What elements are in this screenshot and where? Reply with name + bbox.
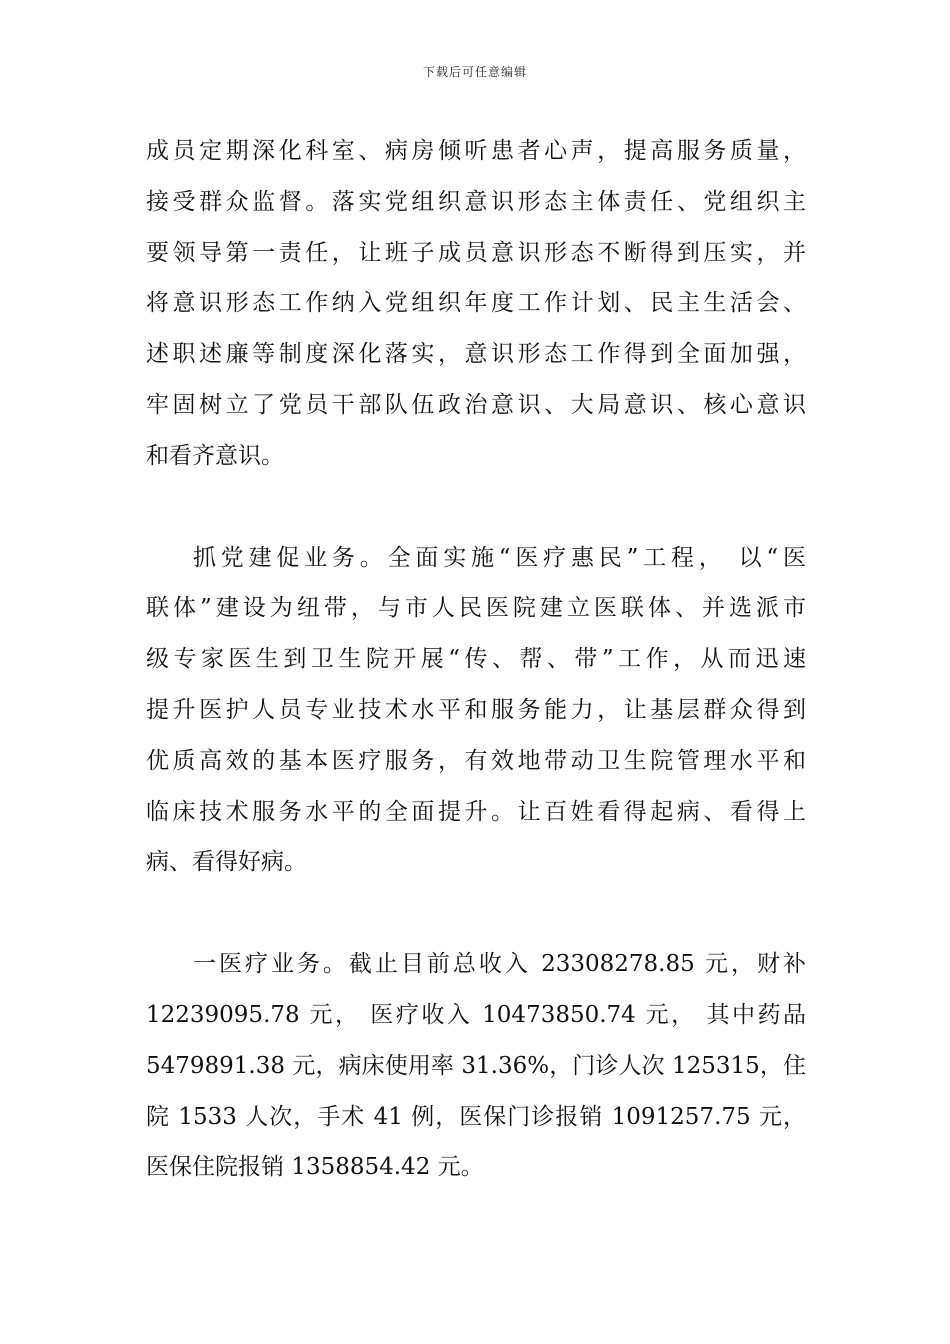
text-line: 牢固树立了党员干部队伍政治意识、大局意识、核心意识 xyxy=(146,391,806,418)
paragraph-spacer xyxy=(146,482,806,533)
document-body xyxy=(146,126,806,1193)
text-line: 优质高效的基本医疗服务，有效地带动卫生院管理水平和 xyxy=(146,747,806,774)
text-line: 联体”建设为纽带，与市人民医院建立医联体、并选派市 xyxy=(146,595,806,622)
text-line: 接受群众监督。落实党组织意识形态主体责任、党组织主 xyxy=(146,188,806,215)
text-line: 12239095.78 元， 医疗收入 10473850.74 元， 其中药品 xyxy=(146,1001,806,1028)
text-line: 级专家医生到卫生院开展“传、帮、带”工作，从而迅速 xyxy=(146,646,806,673)
text-line: 将意识形态工作纳入党组织年度工作计划、民主生活会、 xyxy=(146,290,806,317)
text-line: 一医疗业务。截止目前总收入 23308278.85 元，财补 xyxy=(193,951,806,978)
text-line: 医保住院报销 1358854.42 元。 xyxy=(146,1154,484,1181)
text-line: 提升医护人员专业技术水平和服务能力，让基层群众得到 xyxy=(146,696,806,723)
paragraph-spacer xyxy=(146,888,806,939)
page-header: 下载后可任意编辑 xyxy=(422,65,527,79)
paragraph-medical-business xyxy=(146,939,806,1193)
text-line: 述职述廉等制度深化落实，意识形态工作得到全面加强， xyxy=(146,341,806,368)
paragraph-party-building xyxy=(146,126,806,482)
paragraph-party-promotes-business xyxy=(146,533,806,889)
text-line: 抓党建促业务。全面实施“医疗惠民”工程， 以“医 xyxy=(193,544,806,571)
text-line: 成员定期深化科室、病房倾听患者心声，提高服务质量， xyxy=(146,138,806,164)
text-line: 和看齐意识。 xyxy=(146,442,284,469)
text-line: 要领导第一责任，让班子成员意识形态不断得到压实，并 xyxy=(146,239,806,266)
text-line: 病、看得好病。 xyxy=(146,849,307,876)
text-line: 5479891.38 元，病床使用率 31.36%，门诊人次 125315，住 xyxy=(146,1052,806,1079)
text-line: 临床技术服务水平的全面提升。让百姓看得起病、看得上 xyxy=(146,798,806,825)
text-line: 院 1533 人次，手术 41 例，医保门诊报销 1091257.75 元， xyxy=(146,1103,806,1130)
